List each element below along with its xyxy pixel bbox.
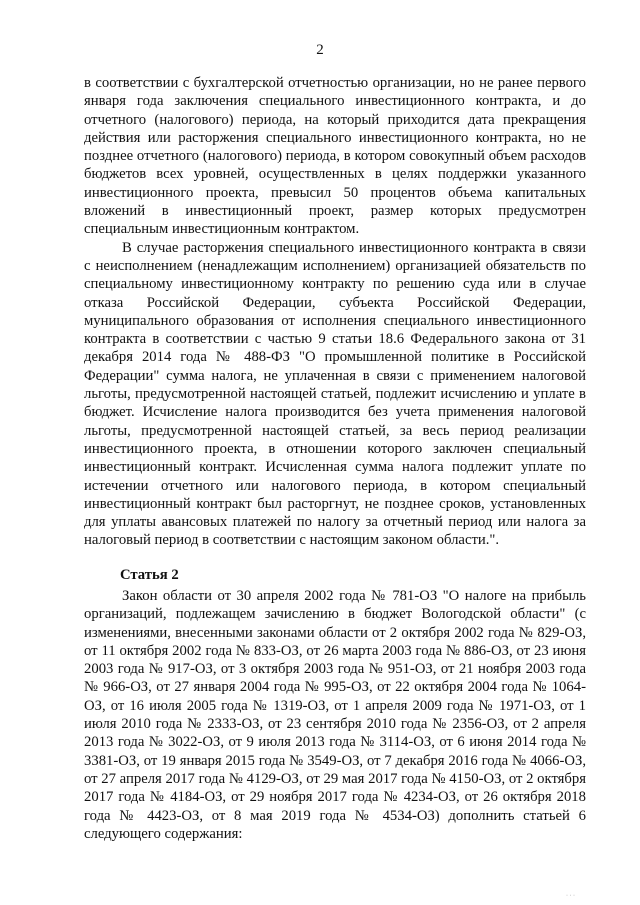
paragraph: в соответствии с бухгалтерской отчетностью организации, но не ранее первого января года заключения специального инвестиционного контракта, и до отчетного (налогового) периода, на который приходится дата прекращения действия или расторжения специального инвестиционного контракта, но не позднее отчетного (налогового) периода, в котором совокупный объем расходов бюджетов всех уровней, осуществленных в целях поддержки указанного инвестиционного проекта, превысил 50 процентов объема капитальных вложений в инвестиционный проект, размер которых предусмотрен специальным инвестиционным контрактом. [84, 75, 586, 238]
paragraph: Закон области от 30 апреля 2002 года № 781-ОЗ "О налоге на прибыль организаций, подлежащем зачислению в бюджет Вологодской области" (с изменениями, внесенными законами области от 2 октября 2002 года № 829-ОЗ, от 11 октября 2002 года № 833-ОЗ, от 26 марта 2003 года № 886-ОЗ, от 23 июня 2003 года № 917-ОЗ, от 3 октября 2003 года № 951-ОЗ, от 21 ноября 2003 года № 966-ОЗ, от 27 января 2004 года № 995-ОЗ, от 22 октября 2004 года № 1064-ОЗ, от 16 июля 2005 года № 1319-ОЗ, от 1 апреля 2009 года № 1971-ОЗ, от 1 июля 2010 года № 2333-ОЗ, от 23 сентября 2010 года № 2356-ОЗ, от 2 апреля 2013 года № 3022-ОЗ, от 9 июля 2013 года № 3114-ОЗ, от 6 июня 2014 года № 3381-ОЗ, от 19 января 2015 года № 3549-ОЗ, от 7 декабря 2016 года № 4066-ОЗ, от 27 апреля 2017 года № 4129-ОЗ, от 29 мая 2017 года № 4150-ОЗ, от 2 октября 2017 года № 4184-ОЗ, от 29 ноября 2017 года № 4234-ОЗ, от 26 октября 2018 года № 4423-ОЗ, от 8 мая 2019 года № 4534-ОЗ) дополнить статьей 6 следующего содержания: [84, 588, 586, 842]
paragraph: В случае расторжения специального инвестиционного контракта в связи с неисполнением (ненадлежащим исполнением) организацией обязательств по специальному инвестиционному контракту по решению суда или в случае отказа Российской Федерации, субъекта Российской Федерации, муниципального образования от исполнения специального инвестиционного контракта в соответствии с частью 9 статьи 18.6 Федерального закона от 31 декабря 2014 года № 488-ФЗ "О промышленной политике в Российской Федерации" сумма налога, не уплаченная в связи с применением налоговой льготы, предусмотренной настоящей статьей, подлежит исчислению и уплате в бюджет. Исчисление налога производится без учета применения налоговой льготы, предусмотренной настоящей статьей, за весь период реализации инвестиционного проекта, в отношении которого заключен специальный инвестиционный контракт. Исчисленная сумма налога подлежит уплате по истечении отчетного или налогового периода, в котором специальный инвестиционный контракт был расторгнут, не позднее сроков, установленных для уплаты авансовых платежей по налогу за отчетный период или налога за налоговый период в соответствии с настоящим законом области.". [84, 239, 586, 549]
body-text-part-2 [84, 587, 586, 843]
article-heading: Статья 2 [120, 567, 179, 583]
body-text-part-1 [84, 74, 586, 550]
page-number: 2 [316, 42, 324, 58]
scan-artifact: · · · [566, 893, 575, 899]
